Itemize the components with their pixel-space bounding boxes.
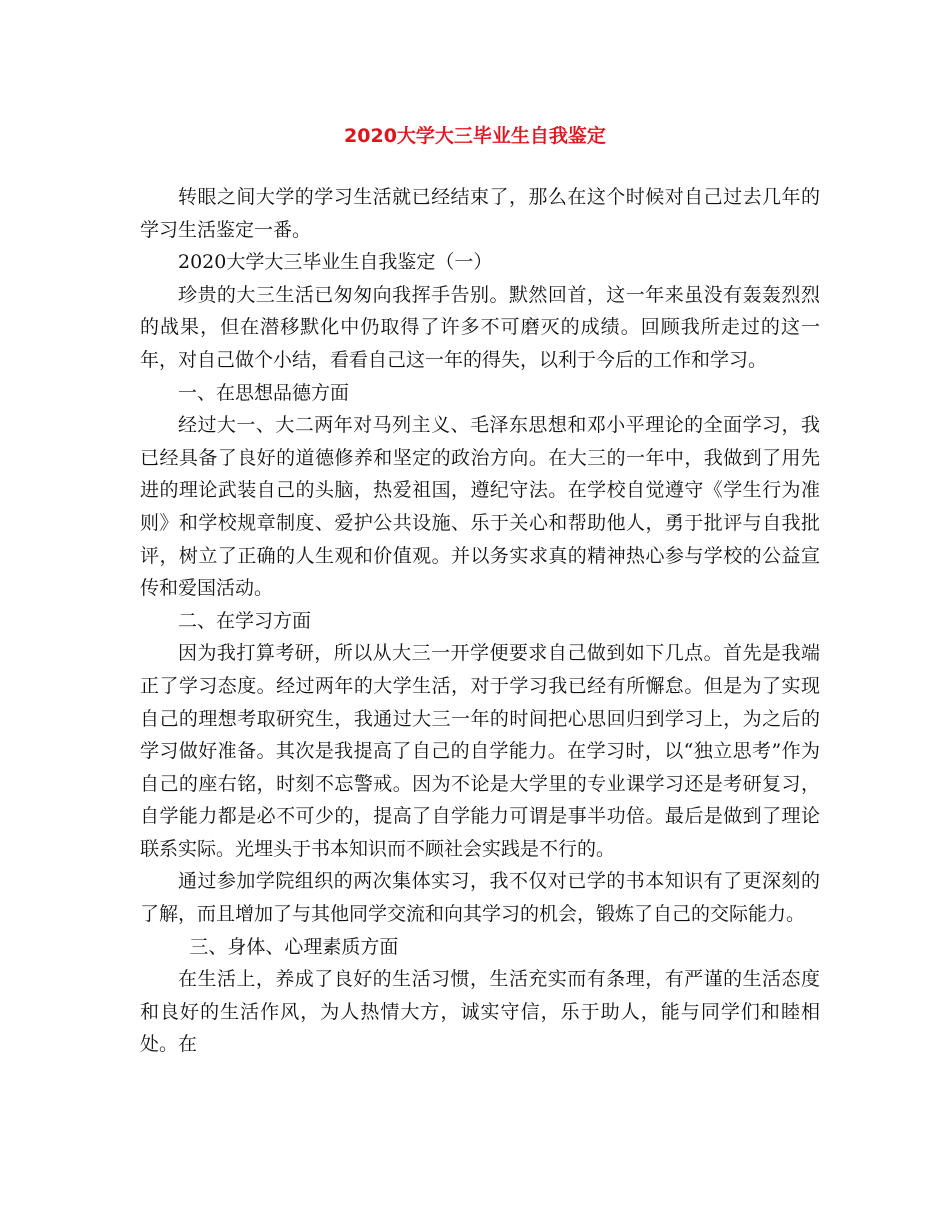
internship-paragraph: 通过参加学院组织的两次集体实习，我不仅对已学的书本知识有了更深刻的了解，而且增加了与其他同学交流和向其学习的机会，锻炼了自己的交际能力。: [140, 870, 820, 926]
heading-moral: 一、在思想品德方面: [178, 381, 350, 404]
section-subtitle: 2020大学大三毕业生自我鉴定（一）: [178, 251, 493, 274]
intro-paragraph: 转眼之间大学的学习生活就已经结束了，那么在这个时候对自己过去几年的学习生活鉴定一番。: [140, 186, 820, 241]
moral-paragraph: 经过大一、大二两年对马列主义、毛泽东思想和邓小平理论的全面学习，我已经具备了良好的道德修养和坚定的政治方向。在大三的一年中，我做到了用先进的理论武装自己的头脑，热爱祖国，遵纪守法。在学校自觉遵守《学生行为准则》和学校规章制度、爱护公共设施、乐于关心和帮助他人，勇于批评与自我批评，树立了正确的人生观和价值观。并以务实求真的精神热心参与学校的公益宣传和爱国活动。: [140, 414, 820, 600]
opening-paragraph: 珍贵的大三生活已匆匆向我挥手告别。默然回首，这一年来虽没有轰轰烈烈的战果，但在潜移默化中仍取得了许多不可磨灭的成绩。回顾我所走过的这一年，对自己做个小结，看看自己这一年的得失，以利于今后的工作和学习。: [140, 283, 820, 371]
life-paragraph: 在生活上，养成了良好的生活习惯，生活充实而有条理，有严谨的生活态度和良好的生活作风，为人热情大方，诚实守信，乐于助人，能与同学们和睦相处。在: [140, 968, 820, 1056]
document-body: [140, 181, 820, 1061]
heading-study: 二、在学习方面: [178, 609, 312, 632]
document-title: 2020大学大三毕业生自我鉴定: [344, 125, 606, 147]
study-paragraph: 因为我打算考研，所以从大三一开学便要求自己做到如下几点。首先是我端正了学习态度。经过两年的大学生活，对于学习我已经有所懈怠。但是为了实现自己的理想考取研究生，我通过大三一年的时间把心思回归到学习上，为之后的学习做好准备。其次是我提高了自己的自学能力。在学习时，以“独立思考”作为自己的座右铭，时刻不忘警戒。因为不论是大学里的专业课学习还是考研复习，自学能力都是必不可少的，提高了自学能力可谓是事半功倍。最后是做到了理论联系实际。光埋头于书本知识而不顾社会实践是不行的。: [140, 642, 820, 860]
heading-physical-mental: 三、身体、心理素质方面: [189, 935, 399, 958]
